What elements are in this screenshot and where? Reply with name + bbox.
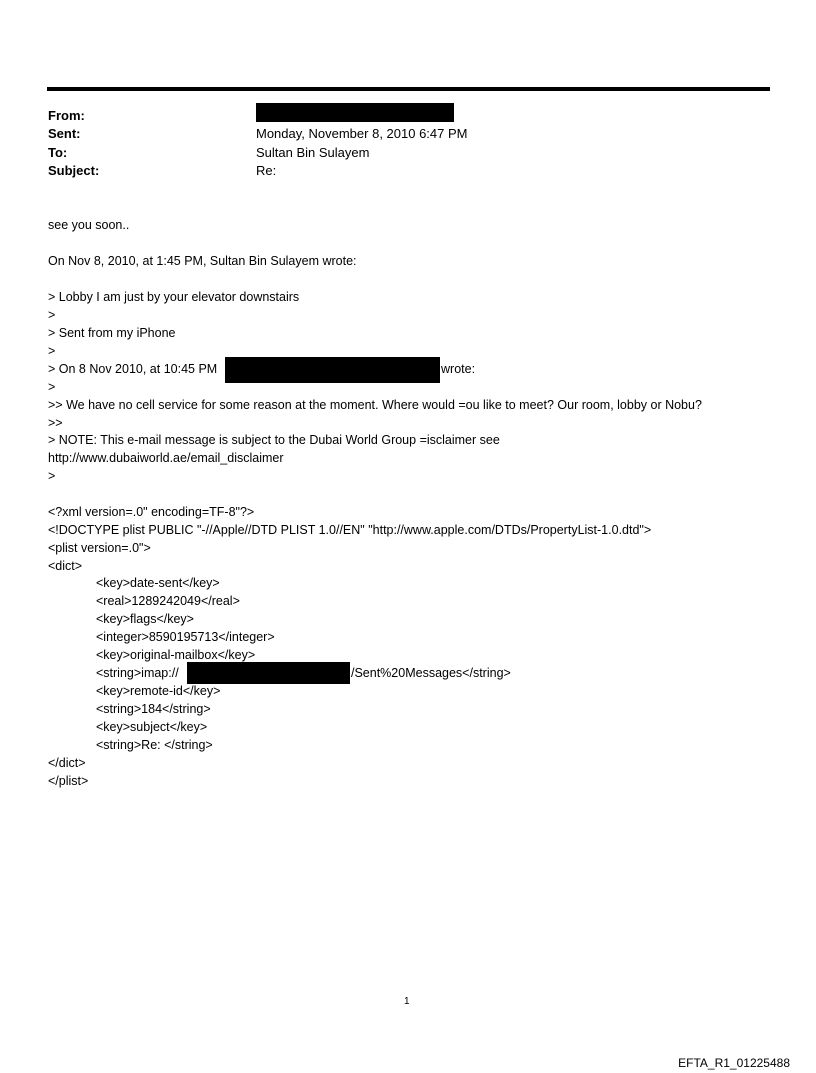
- xml-line: <real>1289242049</real>: [96, 594, 240, 608]
- xml-line: <plist version=.0">: [48, 541, 151, 555]
- body-line: wrote:: [441, 362, 476, 376]
- sender-redaction: [225, 357, 440, 383]
- xml-line: <key>flags</key>: [96, 612, 194, 626]
- xml-line: </dict>: [48, 756, 86, 770]
- header-rule: [47, 87, 770, 91]
- body-line: http://www.dubaiworld.ae/email_disclaimer: [48, 451, 284, 465]
- xml-line: <key>original-mailbox</key>: [96, 648, 256, 662]
- sent-label: Sent:: [48, 126, 81, 141]
- to-value: Sultan Bin Sulayem: [256, 145, 370, 160]
- sent-value: Monday, November 8, 2010 6:47 PM: [256, 126, 468, 141]
- body-line: On Nov 8, 2010, at 1:45 PM, Sultan Bin Sulayem wrote:: [48, 254, 357, 268]
- body-line: see you soon..: [48, 218, 130, 232]
- body-line: >: [48, 308, 56, 322]
- xml-line: <integer>8590195713</integer>: [96, 630, 275, 644]
- xml-line: <string>Re: </string>: [96, 738, 213, 752]
- body-line: > On 8 Nov 2010, at 10:45 PM: [48, 362, 218, 376]
- xml-line: /Sent%20Messages</string>: [351, 666, 511, 680]
- body-line: > NOTE: This e-mail message is subject to the Dubai World Group =isclaimer see: [48, 433, 500, 447]
- bates-number: EFTA_R1_01225488: [678, 1056, 790, 1070]
- body-line: >>: [48, 416, 63, 430]
- xml-line: <?xml version=.0" encoding=TF-8"?>: [48, 505, 255, 519]
- xml-line: </plist>: [48, 774, 89, 788]
- to-label: To:: [48, 145, 68, 160]
- body-line: > Sent from my iPhone: [48, 326, 176, 340]
- body-line: >: [48, 469, 56, 483]
- xml-line: <string>184</string>: [96, 702, 211, 716]
- subject-value: Re:: [256, 163, 277, 178]
- body-line: >: [48, 344, 56, 358]
- xml-line: <string>imap://: [96, 666, 179, 680]
- from-redaction: [256, 103, 454, 122]
- xml-line: <dict>: [48, 559, 83, 573]
- xml-line: <!DOCTYPE plist PUBLIC "-//Apple//DTD PLIST 1.0//EN" "http://www.apple.com/DTDs/PropertyList-1.0.dtd">: [48, 523, 652, 537]
- body-line: >> We have no cell service for some reason at the moment. Where would =ou like to meet? Our room, lobby or Nobu?: [48, 398, 702, 412]
- mailbox-redaction: [187, 662, 350, 684]
- xml-line: <key>remote-id</key>: [96, 684, 221, 698]
- body-line: >: [48, 380, 56, 394]
- subject-label: Subject:: [48, 163, 100, 178]
- body-line: > Lobby I am just by your elevator downstairs: [48, 290, 300, 304]
- xml-line: <key>subject</key>: [96, 720, 208, 734]
- from-label: From:: [48, 108, 85, 123]
- page-number: 1: [404, 996, 410, 1007]
- xml-line: <key>date-sent</key>: [96, 576, 220, 590]
